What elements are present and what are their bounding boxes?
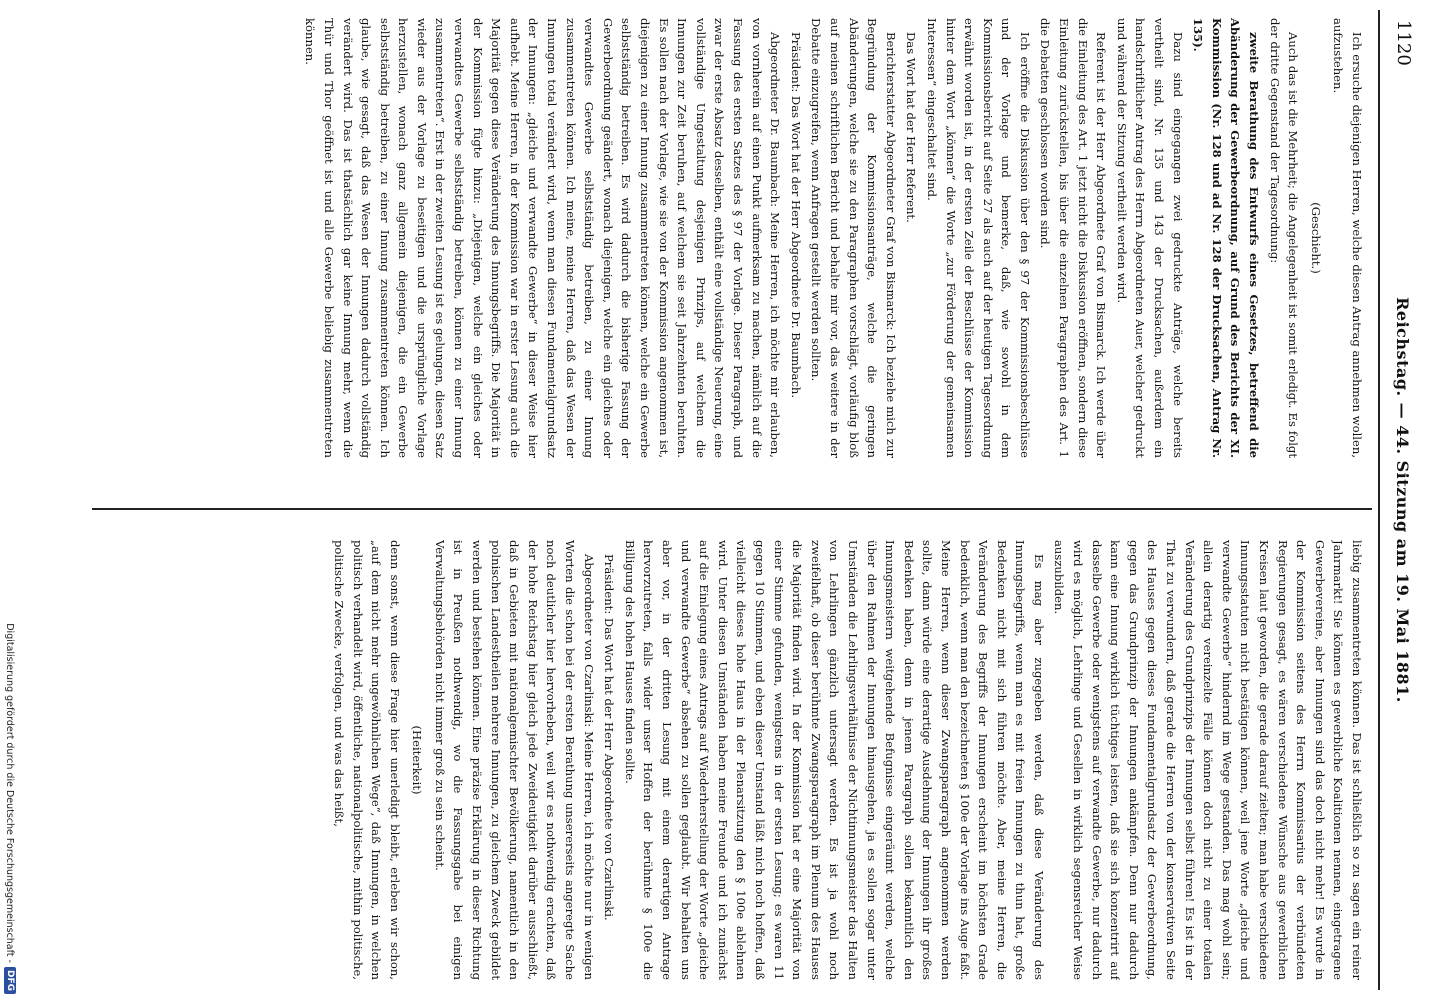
paragraph: Ich ersuche diejenigen Herren, welche diesen Antrag annehmen wollen, aufzustehen. xyxy=(1331,18,1364,458)
column-divider xyxy=(92,508,1372,510)
paragraph: Referent ist der Herr Abgeordnete Graf von Bismarck. Ich werde über die Einleitung des Art. 1 jetzt nicht die Diskussion eröffnen, sondern diese Einleitung zurückstellen, bis über die einzelnen Paragraphen des Art. 1 die Debatten geschlossen worden sind. xyxy=(1038,18,1109,458)
right-column xyxy=(96,540,1366,980)
paragraph: Berichterstatter Abgeordneter Graf von Bismarck: Ich beziehe mich zur Begründung der Kommissionsanträge, welche die geringen Abänderungen, welche sie zu den Paragraphen vorschlägt, vorläufig bloß auf meinen schriftlichen Bericht und behalte mir vor, das weitere in der Debatte einzugreifen, wenn Anfragen gestellt werden sollten. xyxy=(809,18,898,458)
header-rule xyxy=(1378,10,1380,990)
digitization-credit xyxy=(4,623,16,994)
dfg-logo: DFG xyxy=(4,967,16,994)
paragraph: Präsident: Das Wort hat der Herr Abgeordnete Dr. Baumbach. xyxy=(788,32,803,399)
paragraph: Auch das ist die Mehrheit; die Angelegenheit ist somit erledigt. Es folgt der dritte Gegenstand der Tagesordnung: xyxy=(1267,18,1301,458)
page-number: 1120 xyxy=(1393,20,1414,66)
paragraph: Dazu sind eingegangen zwei gedruckte Anträge, welche bereits vertheilt sind, Nr. 135 und 143 der Drucksachen, außerdem ein handschriftlicher Antrag des Herrn Abgeordneten Auer, welcher gedruckt und während der Sitzung vertheilt werden wird. xyxy=(1114,18,1185,458)
paragraph: Das Wort hat der Herr Referent. xyxy=(904,32,919,223)
paragraph: liebig zusammentreten können. Das ist schließlich so zu sagen ein reiner Jahrmarkt! Sie können es gewerbliche Koalitionen nennen, eingetragene Gewerbevereine, aber Innungen sind das doch nicht mehr! Es wurde in der Kommission seitens des Herrn Kommissarius der verbündeten Regierungen gesagt, es wären verschiedene Wünsche aus gewerblichen Kreisen laut geworden, die gerade darauf zielten; man habe verschiedene Innungsstatuten nicht bestätigen können, weil jene Worte „gleiche und verwandte Gewerbe“ hindernd im Wege gestanden. Das mag wohl sein; allein derartig vereinzelte Fälle können doch nicht zu einer totalen Veränderung des Grundprinzips der Innungen selbst führen! Es ist in der That zu verwundern, daß gerade die Herren von der konservativen Seite des Hauses gegen dieses Fundamentalgrundsatz der Gewerbeordnung, gegen das Grundprinzip der Innungen ankämpfen. Denn nur dadurch kann eine Innung wirklich tüchtiges leisten, daß sie sich konzentrirt auf dasselbe Gewerbe oder wenigstens auf verwandte Gewerbe, nur dadurch wird es möglich, Lehrlinge und Gesellen in wirklich segensreicher Weise auszubilden. xyxy=(1052,540,1364,980)
stage-note: (Geschieht.) xyxy=(1308,202,1323,274)
paragraph: denn sonst, wenn diese Frage hier unerledigt bleibt, erleben wir schon, „auf dem nicht mehr ungewöhnlichen Wege“, daß Innungen, in welchen politisch verhandelt wird, öffentliche, nationalpolitische, mithin politische, politische Zwecke, verfolgen, und was das heißt, xyxy=(331,540,402,980)
header-title: Reichstag. — 44. Sitzung am 19. Mai 1881. xyxy=(1393,297,1412,703)
paragraph: Es mag aber zugegeben werden, daß diese Veränderung des Innungsbegriffs, wenn man es mit freien Innungen zu thun hat, große Bedenken nicht mit sich führen möchte. Aber, meine Herren, die Veränderung des Begriffs der Innungen erscheint im höchsten Grade bedenklich, wenn man den bezeichneten § 100e der Vorlage ins Auge faßt. Meine Herren, wenn dieser Zwangsparagraph angenommen werden sollte, dann würde eine derartige Ausdehnung der Innungen ihr großes Bedenken haben, denn in jenem Paragraph sollen bekanntlich den Innungsmeistern weitgehende Befugnisse eingeräumt werden, welche über den Rahmen der Innungen hinausgehen, ja es sollen sogar unter Umständen die Lehrlingsverhältnisse der Nichtinnungsmeister das Halten von Lehrlingen gänzlich untersagt werden. Es ist ja wohl noch zweifelhaft, ob dieser berühmte Zwangsparagraph im Plenum des Hauses die Majorität finden wird. In der Kommission hat er eine Majorität von einer Stimme gefunden, wenigstens in der ersten Lesung; es waren 11 gegen 10 Stimmen, und eben dieser Umstand läßt mich noch hoffen, daß vielleicht dieses hohe Haus in der Plenarsitzung den § 100e ablehnen wird. Unter diesen Umständen haben meine Freunde und ich zunächst auf die Einlegung eines Antrags auf Wiederherstellung der Worte „gleiche und verwandte Gewerbe“ absehen zu sollen geglaubt. Wir behalten uns aber vor, in der dritten Lesung mit einem derartigen Antrage hervorzutreten, falls wider unser Hoffen der berühmte § 100e die Billigung des hohen Hauses finden sollte. xyxy=(622,540,1046,980)
page-header xyxy=(1370,0,1432,1000)
left-column xyxy=(96,18,1366,458)
paragraph: Präsident: Das Wort hat der Herr Abgeordnete von Czarlinski. xyxy=(602,554,617,921)
paragraph: Ich eröffne die Diskussion über den § 97 der Kommissionsbeschlüsse und der Vorlage und bemerke, daß, wie sowohl in dem Kommissionsbericht auf Seite 27 als auch auf der heutigen Tagesordnung erwähnt worden ist, in der ersten Zeile der Beschlüsse der Kommission hinter dem Wort „können“ die Worte „zur Förderung der gemeinsamen Interessen“ eingeschaltet sind. xyxy=(924,18,1032,458)
paragraph: Abgeordneter von Czarlinski: Meine Herren, ich möchte nur in wenigen Worten die schon bei der ersten Berathung unsererseits angeregte Sache noch deutlicher hier hervorheben, weil wir es nothwendig erachten, daß der hohe Reichstag hier gleich jede Zweideutigkeit darüber ausschließt, daß in Gebieten mit nationalgemischter Bevölkerung, namentlich in den polnischen Landestheilen mehrere Innungen, zu gleichem Zweck gebildet werden und bestehen können. Eine präzise Erklärung in dieser Richtung ist in Preußen nothwendig, wo die Fassungsgabe bei einigen Verwaltungsbehörden nicht immer groß zu sein scheint. xyxy=(432,540,596,980)
credit-text: Digitalisierung gefördert durch die Deutsche Forschungsgemeinschaft - xyxy=(4,623,16,963)
paragraph: Abgeordneter Dr. Baumbach: Meine Herren, ich möchte mir erlauben, von vornherein auf einen Punkt aufmerksam zu machen, nämlich auf die Fassung des ersten Satzes des § 97 der Vorlage. Dieser Paragraph, und zwar der erste Absatz desselben, enthält eine vollständige Neuerung, eine vollständige Umgestaltung desjenigen Prinzips, auf welchem die Innungen zur Zeit beruhen, auf welchem sie seit Jahrzehnten beruhten. Es sollen nach der Vorlage, wie sie von der Kommission angenommen ist, diejenigen zu einer Innung zusammentreten können, welche ein Gewerbe selbstständig betreiben. Es wird dadurch die bisherige Fassung der Gewerbeordnung geändert, wonach diejenigen, welche ein gleiches oder verwandtes Gewerbe selbstständig betreiben, zu einer Innung zusammentreten können. Ich meine, meine Herren, daß das Wesen der Innungen total verändert wird, wenn man diesen Fundamentalgrundsatz der Innungen: „gleiche und verwandte Gewerbe“ in dieser Weise hier aufhebt. Meine Herren, in der Kommission war in erster Lesung auch die Majorität gegen diese Veränderung des Innungsbegriffs. Die Majorität in der Kommission fügte hinzu: „Diejenigen, welche ein gleiches oder verwandtes Gewerbe selbstständig betreiben, können zu einer Innung zusammentreten“. Erst in der zweiten Lesung ist es gelungen, diesen Satz wieder aus der Vorlage zu beseitigen und die ursprüngliche Vorlage herzustellen, wonach ganz allgemein diejenigen, die ein Gewerbe selbstständig betreiben, zu einer Innung zusammentreten können. Ich glaube, wie gesagt, daß das Wesen der Innungen dadurch vollständig verändert wird. Das ist thatsächlich gar keine Innung mehr, wenn die Thür und Thor geöffnet ist und alle Gewerbe beliebig zusammentreten können. xyxy=(303,18,783,458)
agenda-item: zweite Berathung des Entwurfs eines Gesetzes, betreffend die Abänderung der Gewerbeordnung, auf Grund des Berichts der XI. Kommission (Nr. 128 und ad Nr. 128 der Drucksachen, Antrag Nr. 135). xyxy=(1191,18,1262,458)
stage-note: (Heiterkeit) xyxy=(410,725,425,795)
